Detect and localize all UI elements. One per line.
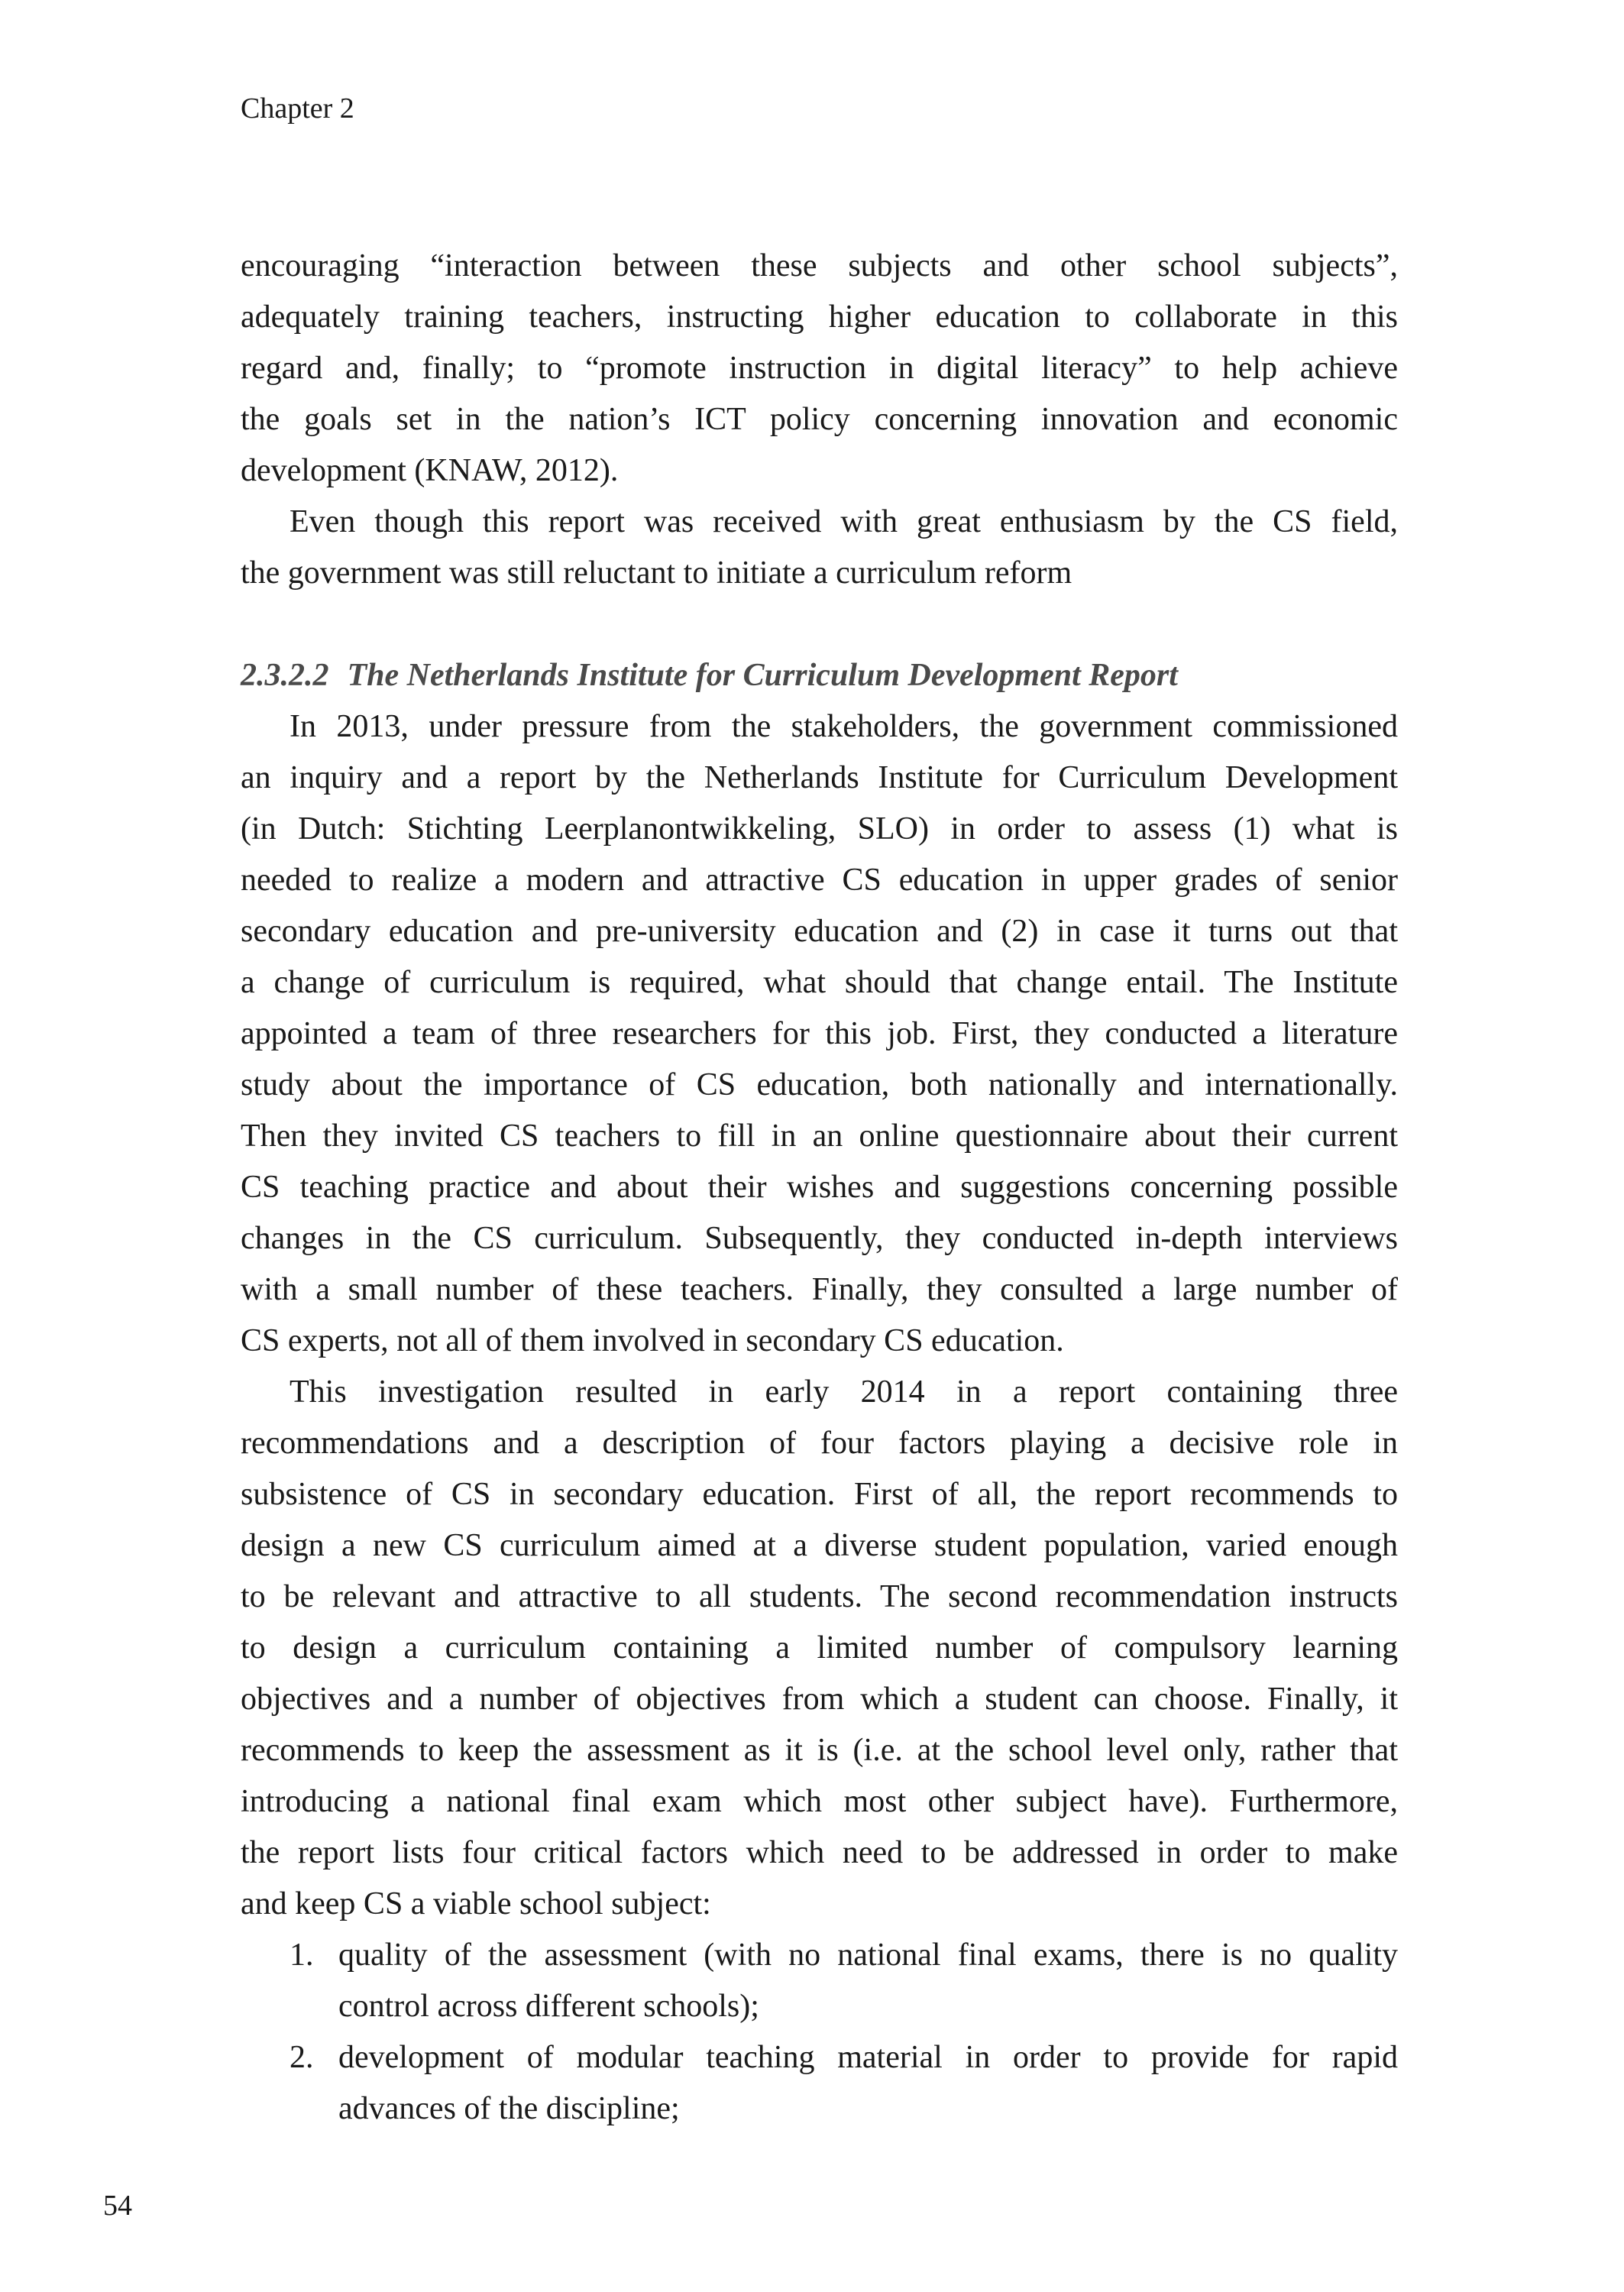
text-line: control across different schools); xyxy=(338,1989,759,2024)
text-line: appointed a team of three researchers for this job. First, they conducted a literature xyxy=(241,1016,1398,1051)
text-line: changes in the CS curriculum. Subsequently, they conducted in-depth interviews xyxy=(241,1221,1398,1256)
text-line xyxy=(241,2032,1398,2083)
list-item xyxy=(241,1930,1398,2032)
text-line: objectives and a number of objectives from which a student can choose. Finally, it xyxy=(241,1682,1398,1717)
text-line: study about the importance of CS education, both nationally and internationally. xyxy=(241,1067,1398,1102)
text-line: CS teaching practice and about their wishes and suggestions concerning possible xyxy=(241,1170,1398,1205)
text-line: This investigation resulted in early 2014 in a report containing three xyxy=(290,1374,1398,1410)
list-text: quality of the assessment (with no national final exams, there is no quality xyxy=(338,1938,1398,1973)
text-line: a change of curriculum is required, what should that change entail. The Institute xyxy=(241,965,1398,1000)
text-line: Then they invited CS teachers to fill in an online questionnaire about their current xyxy=(241,1118,1398,1154)
section-heading xyxy=(241,650,1398,701)
page-number: 54 xyxy=(103,2190,132,2222)
list-number: 1. xyxy=(290,1938,314,1973)
section-title: The Netherlands Institute for Curriculum Development Report xyxy=(347,658,1178,693)
text-line: encouraging “interaction between these subjects and other school subjects”, xyxy=(241,248,1398,283)
text-line: subsistence of CS in secondary education. First of all, the report recommends to xyxy=(241,1477,1398,1512)
text-line: In 2013, under pressure from the stakeholders, the government commissioned xyxy=(290,709,1398,744)
text-line: regard and, finally; to “promote instruction in digital literacy” to help achieve xyxy=(241,351,1398,386)
text-line xyxy=(241,1930,1398,1981)
text-line: (in Dutch: Stichting Leerplanontwikkeling, SLO) in order to assess (1) what is xyxy=(241,811,1398,847)
text-line: needed to realize a modern and attractive CS education in upper grades of senior xyxy=(241,863,1398,898)
text-line: secondary education and pre-university education and (2) in case it turns out that xyxy=(241,914,1398,949)
text-line: the goals set in the nation’s ICT policy concerning innovation and economic xyxy=(241,402,1398,437)
text-line: with a small number of these teachers. Finally, they consulted a large number of xyxy=(241,1272,1398,1307)
list-text: development of modular teaching material in order to provide for rapid xyxy=(338,2040,1398,2075)
text-line: the government was still reluctant to initiate a curriculum reform xyxy=(241,555,1072,591)
text-line: development (KNAW, 2012). xyxy=(241,453,619,488)
text-line: recommendations and a description of four factors playing a decisive role in xyxy=(241,1426,1398,1461)
text-line: an inquiry and a report by the Netherlands Institute for Curriculum Development xyxy=(241,760,1398,795)
running-head: Chapter 2 xyxy=(241,92,354,125)
body-text xyxy=(241,241,1398,2135)
text-line: to be relevant and attractive to all students. The second recommendation instructs xyxy=(241,1579,1398,1614)
text-line: to design a curriculum containing a limited number of compulsory learning xyxy=(241,1630,1398,1666)
paragraph xyxy=(241,701,1398,1367)
text-line: design a new CS curriculum aimed at a diverse student population, varied enough xyxy=(241,1528,1398,1563)
paragraph xyxy=(241,241,1398,497)
text-line: recommends to keep the assessment as it is (i.e. at the school level only, rather that xyxy=(241,1733,1398,1768)
numbered-list xyxy=(241,1930,1398,2135)
text-line: introducing a national final exam which most other subject have). Furthermore, xyxy=(241,1784,1398,1819)
list-number: 2. xyxy=(290,2040,314,2075)
text-line: CS experts, not all of them involved in secondary CS education. xyxy=(241,1323,1064,1358)
section-number: 2.3.2.2 xyxy=(241,658,329,693)
text-line: and keep CS a viable school subject: xyxy=(241,1886,711,1921)
text-line: the report lists four critical factors which need to be addressed in order to make xyxy=(241,1835,1398,1870)
text-line: adequately training teachers, instructing higher education to collaborate in this xyxy=(241,299,1398,335)
paragraph xyxy=(241,1367,1398,1930)
list-item xyxy=(241,2032,1398,2135)
paragraph xyxy=(241,497,1398,599)
text-line: Even though this report was received with great enthusiasm by the CS field, xyxy=(290,504,1398,539)
text-line: advances of the discipline; xyxy=(338,2091,680,2126)
